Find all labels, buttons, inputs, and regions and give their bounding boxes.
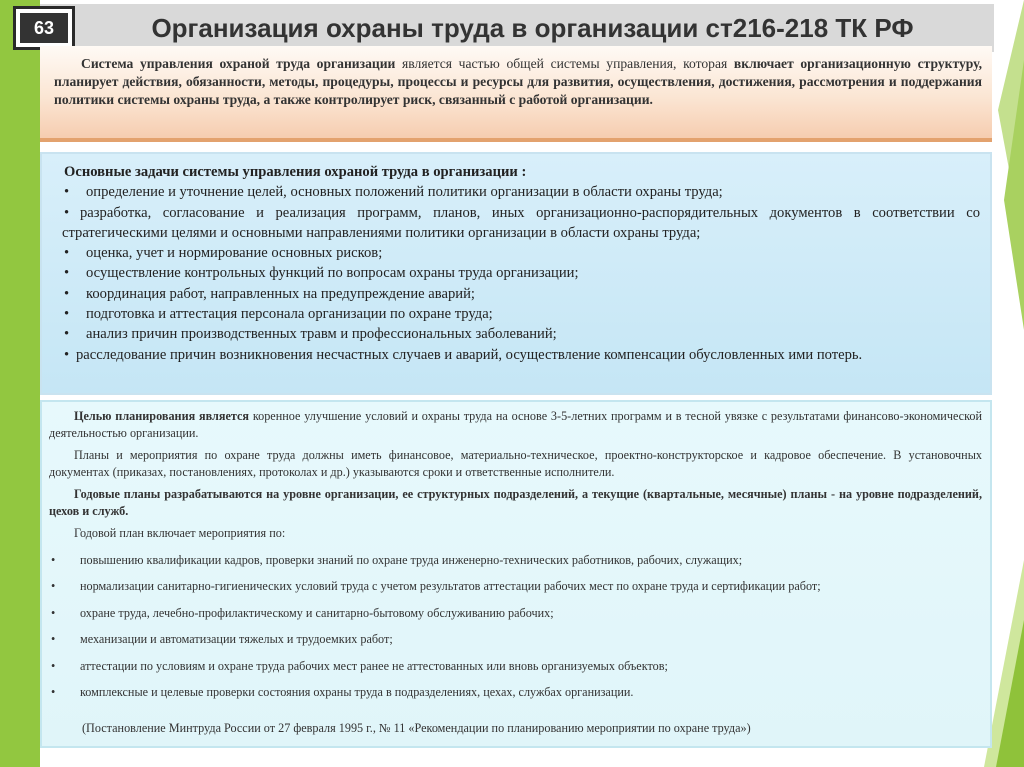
bullet-icon: • (64, 285, 70, 302)
bullet-icon: • (64, 326, 70, 343)
bullet-icon: • (51, 685, 56, 699)
measure-item: • охране труда, лечебно-профилактическому и санитарно-бытовому обслуживанию рабочих; (51, 605, 554, 620)
task-item: • анализ причин производственных травм и профессиональных заболеваний; (62, 324, 980, 344)
task-item: • осуществление контрольных функций по вопросам охраны труда организации; (62, 263, 980, 283)
tasks-heading: Основные задачи системы управления охраной труда в организации : (64, 164, 527, 180)
task-item: • разработка, согласование и реализация программ, планов, иных организационно-распорядительных документов в соответствии со стратегическими целями и основными направлениями политики организации в области охраны труда; (62, 204, 980, 241)
intro-bold-end: включает организационную структуру, планирует действия, обязанности, методы, процедуры, процессы и ресурсы для развития, осуществления, достижения, рассмотрения и поддержания политики системы охраны труда, а также контролирует риск, связанный с работой организации. (54, 56, 982, 107)
bullet-icon: • (51, 579, 56, 593)
decorative-green-bar (0, 0, 40, 767)
measure-item: • аттестации по условиям и охране труда рабочих мест ранее не аттестованных или вновь организуемых объектов; (51, 658, 668, 673)
measure-item: • комплексные и целевые проверки состояния охраны труда в подразделениях, цехах, службах организации. (51, 685, 634, 699)
bullet-icon: • (51, 552, 56, 567)
slide-title: Организация охраны труда в организации ст216-218 ТК РФ (151, 13, 914, 43)
planning-annual-plans: Годовые планы разрабатываются на уровне организации, ее структурных подразделений, а текущие (квартальные, месячные) планы - на уровне подразделений, цехов и служб. (49, 487, 982, 518)
measure-item: • механизации и автоматизации тяжелых и трудоемких работ; (51, 632, 393, 646)
planning-box (40, 400, 992, 748)
slide-number: 63 (20, 13, 68, 43)
task-item: • координация работ, направленных на предупреждение аварий; (62, 284, 980, 304)
bullet-icon: • (51, 658, 56, 673)
bullet-icon: • (64, 265, 70, 282)
task-item: • подготовка и аттестация персонала организации по охране труда; (62, 304, 980, 324)
intro-bold-start: Система управления охраной труда организации (81, 56, 396, 71)
bullet-icon: • (64, 184, 70, 201)
tasks-box (40, 152, 992, 395)
planning-goal: Целью планирования является коренное улучшение условий и охраны труда на основе 3-5-летних программ и в тесной увязке с результатами финансово-экономической деятельностью организации. (49, 409, 982, 440)
intro-normal-middle: является частью общей системы управления, которая (395, 56, 734, 71)
bullet-icon: • (51, 632, 56, 646)
bullet-icon: • (64, 245, 70, 262)
intro-box (40, 46, 992, 142)
planning-reference: (Постановление Минтруда России от 27 февраля 1995 г., № 11 «Рекомендации по планированию мероприятии по охране труда») (82, 721, 751, 735)
slide-number-badge (13, 6, 75, 50)
bullet-icon: • (64, 346, 70, 363)
task-item: • оценка, учет и нормирование основных рисков; (62, 243, 980, 263)
bullet-icon: • (64, 306, 70, 323)
task-item: • расследование причин возникновения несчастных случаев и аварий, осуществление компенсации обусловленных ими потерь. (62, 345, 980, 365)
measure-item: • повышению квалификации кадров, проверки знаний по охране труда инженерно-технических работников, рабочих, служащих; (51, 552, 743, 567)
bullet-icon: • (64, 204, 70, 221)
measure-item: • нормализации санитарно-гигиенических условий труда с учетом результатов аттестации рабочих мест по охране труда и сертификации работ; (51, 579, 821, 593)
bullet-icon: • (51, 605, 56, 620)
planning-plans-text: Планы и мероприятия по охране труда должны иметь финансовое, материально-техническое, проектно-конструкторское и кадровое обеспечение. В установочных документах (приказах, постановлениях, протоколах и др.) указываются сроки и ответственные исполнители. (49, 448, 982, 479)
task-item: • определение и уточнение целей, основных положений политики организации в области охраны труда; (62, 182, 980, 202)
planning-annual-intro: Годовой план включает мероприятия по: (74, 526, 286, 540)
